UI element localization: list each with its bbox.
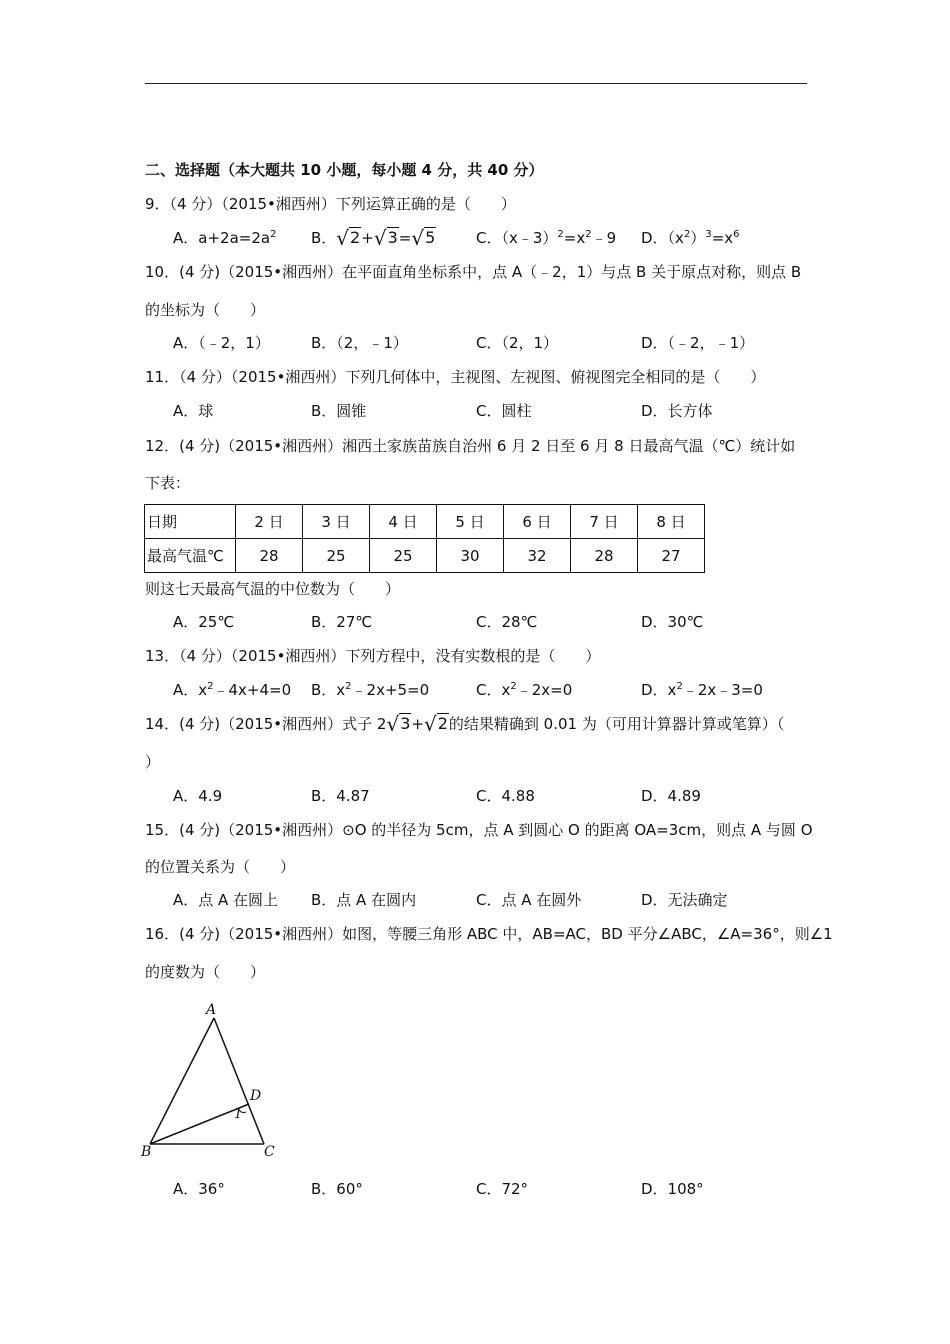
question-10-stem-cont: 的坐标为（ ） <box>145 301 266 319</box>
question-15-option-d: D．无法确定 <box>641 891 728 909</box>
question-9-option-d: D．$(x^2)^3=x^6$ <box>641 229 740 247</box>
table-cell: 7 日 <box>571 505 638 539</box>
radical: √3 <box>386 712 411 736</box>
section-title: 二、选择题（本大题共 10 小题，每小题 4 分，共 40 分） <box>145 161 544 179</box>
question-16-stem-cont: 的度数为（ ） <box>145 963 266 981</box>
label-a: A <box>206 1002 217 1018</box>
question-13-option-c: C．$x^2﹣2x=0$ <box>476 681 573 699</box>
table-cell: 最高气温℃ <box>145 539 236 573</box>
question-15-stem: 15．(4 分)（2015•湘西州）⊙O 的半径为 5cm，点 A 到圆心 O 的距离 OA=3cm，则点 A 与圆 O <box>145 821 813 839</box>
question-13-stem: 13．（4 分）（2015•湘西州）下列方程中，没有实数根的是（ ） <box>145 647 601 665</box>
question-14-option-a: A．4.9 <box>173 787 223 805</box>
question-14-stem: 14．(4 分)（2015•湘西州）式子 2√3+√2的结果精确到 0.01 为（可用计算器计算或笔算）（ <box>145 712 785 736</box>
table-cell: 30 <box>437 539 504 573</box>
question-11-option-c: C．圆柱 <box>476 402 532 420</box>
temperature-table <box>144 504 705 573</box>
table-cell: 32 <box>504 539 571 573</box>
question-15-stem-cont: 的位置关系为（ ） <box>145 858 296 876</box>
question-11-stem: 11．（4 分）（2015•湘西州）下列几何体中，主视图、左视图、俯视图完全相同的是（ ） <box>145 368 766 386</box>
question-12-option-c: C．28℃ <box>476 613 538 631</box>
side-ab <box>150 1018 214 1144</box>
question-9-stem: 9．（4 分）（2015•湘西州）下列运算正确的是（ ） <box>145 195 516 213</box>
question-11-option-d: D．长方体 <box>641 402 713 420</box>
table-cell: 8 日 <box>638 505 705 539</box>
table-cell: 28 <box>571 539 638 573</box>
question-16-stem: 16．(4 分)（2015•湘西州）如图，等腰三角形 ABC 中，AB=AC，BD 平分∠ABC，∠A=36°，则∠1 <box>145 925 833 943</box>
question-13-option-b: B．$x^2﹣2x+5=0$ <box>311 681 430 699</box>
question-14-stem-cont: ） <box>145 753 161 771</box>
question-14-option-b: B．4.87 <box>311 787 370 805</box>
question-12-option-d: D．30℃ <box>641 613 704 631</box>
radical: √2 <box>336 226 361 250</box>
table-cell: 25 <box>370 539 437 573</box>
question-12-stem-cont: 下表： <box>145 474 191 492</box>
question-13-option-d: D．$x^2﹣2x﹣3=0$ <box>641 681 763 699</box>
table-cell: 2 日 <box>236 505 303 539</box>
question-11-option-b: B．圆锥 <box>311 402 367 420</box>
question-14-option-d: D．4.89 <box>641 787 701 805</box>
question-15-option-c: C．点 A 在圆外 <box>476 891 582 909</box>
table-cell: 4 日 <box>370 505 437 539</box>
table-cell: 6 日 <box>504 505 571 539</box>
table-cell: 25 <box>303 539 370 573</box>
question-10-option-d: D．（﹣2，﹣1） <box>641 334 755 352</box>
question-9-option-a: A．$a+2a=2a^2$ <box>173 229 277 247</box>
table-cell: 28 <box>236 539 303 573</box>
question-10-stem: 10．(4 分)（2015•湘西州）在平面直角坐标系中，点 A（﹣2，1）与点 B 关于原点对称，则点 B <box>145 263 802 281</box>
question-14-option-c: C．4.88 <box>476 787 535 805</box>
label-angle-1: 1 <box>234 1107 243 1122</box>
question-10-option-a: A．（﹣2，1） <box>173 334 270 352</box>
question-10-option-c: C．（2，1） <box>476 334 559 352</box>
question-16-option-a: A．36° <box>173 1180 225 1198</box>
question-9-option-b: B．√2+√3=√5 <box>311 226 436 250</box>
label-b: B <box>141 1144 152 1160</box>
table-header-row <box>145 505 705 539</box>
radical: √2 <box>423 712 448 736</box>
question-12-stem: 12．(4 分)（2015•湘西州）湘西土家族苗族自治州 6 月 2 日至 6 月 8 日最高气温（℃）统计如 <box>145 437 796 455</box>
label-c: C <box>264 1144 275 1160</box>
table-cell: 5 日 <box>437 505 504 539</box>
question-12-stem-final: 则这七天最高气温的中位数为（ ） <box>145 580 401 598</box>
question-10-option-b: B．（2，﹣1） <box>311 334 408 352</box>
table-cell: 3 日 <box>303 505 370 539</box>
question-13-option-a: A．$x^2﹣4x+4=0$ <box>173 681 292 699</box>
question-15-option-a: A．点 A 在圆上 <box>173 891 279 909</box>
question-9-option-c: C．$(x﹣3)^2=x^2﹣9$ <box>476 229 617 247</box>
question-16-option-b: B．60° <box>311 1180 363 1198</box>
table-cell: 27 <box>638 539 705 573</box>
question-16-option-c: C．72° <box>476 1180 529 1198</box>
table-row <box>145 539 705 573</box>
question-15-option-b: B．点 A 在圆内 <box>311 891 417 909</box>
question-12-option-a: A．25℃ <box>173 613 235 631</box>
question-11-option-a: A．球 <box>173 402 214 420</box>
radical: √3 <box>373 226 398 250</box>
radical: √5 <box>411 226 436 250</box>
question-12-option-b: B．27℃ <box>311 613 373 631</box>
side-ac <box>214 1018 264 1144</box>
table-cell: 日期 <box>145 505 236 539</box>
header-rule <box>145 83 807 84</box>
triangle-figure <box>138 998 288 1163</box>
label-d: D <box>250 1088 262 1104</box>
question-16-option-d: D．108° <box>641 1180 704 1198</box>
